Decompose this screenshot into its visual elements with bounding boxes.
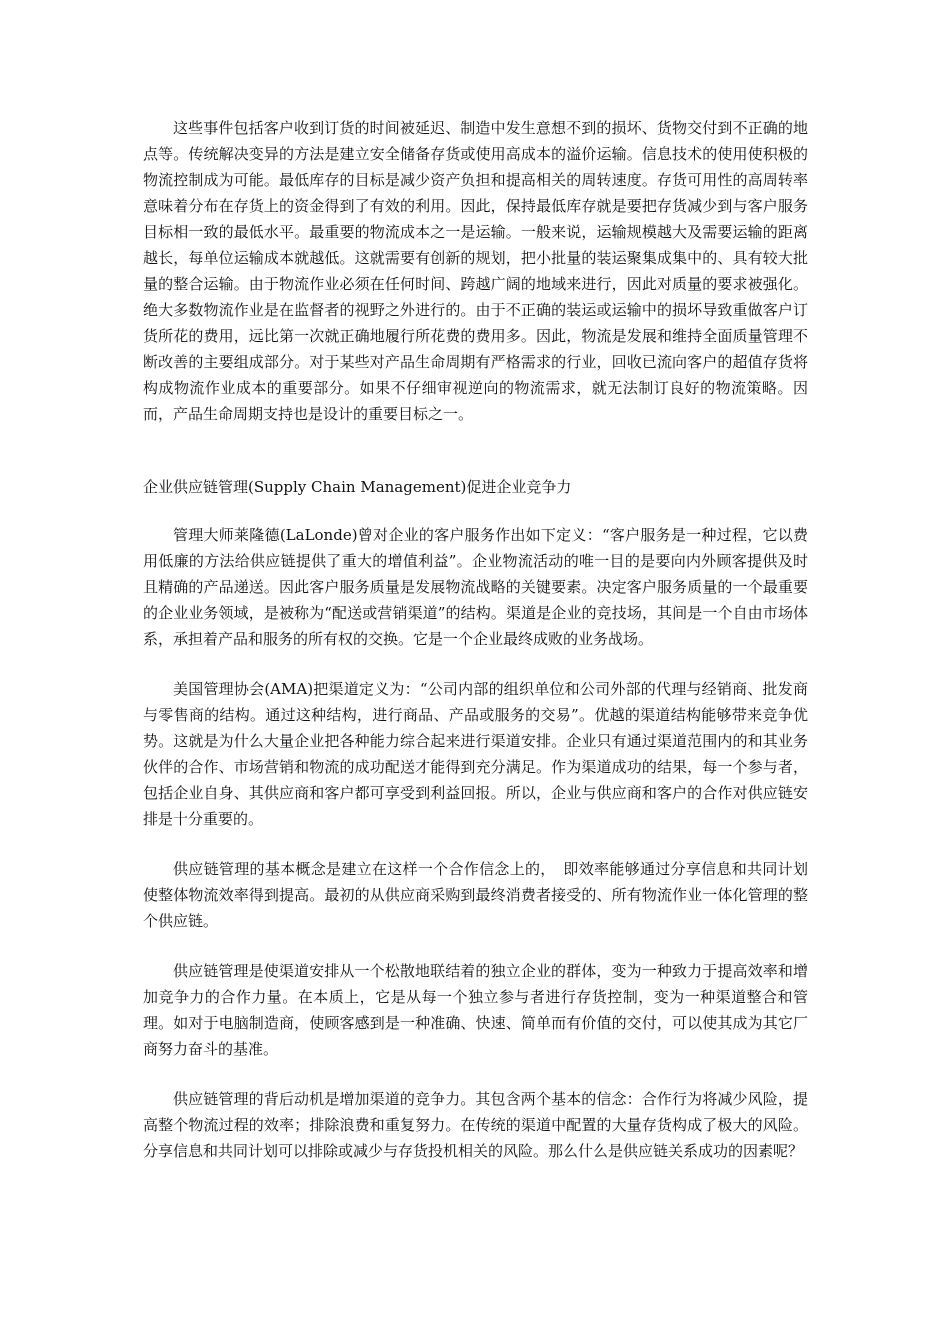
paragraph-scm-concept: 供应链管理的基本概念是建立在这样一个合作信念上的， 即效率能够通过分享信息和共同计划使整体物流效率得到提高。最初的从供应商采购到最终消费者接受的、所有物流作业一体化管理的整个供应链。 bbox=[143, 860, 808, 930]
paragraph-customer-service: 管理大师莱隆德(LaLonde)曾对企业的客户服务作出如下定义：“客户服务是一种过程，它以费用低廉的方法给供应链提供了重大的增值利益”。企业物流活动的唯一目的是要向内外顾客提供及时且精确的产品递送。因此客户服务质量是发展物流战略的关键要素。决定客户服务质量的一个最重要的企业业务领域，是被称为“配送或营销渠道”的结构。渠道是企业的竞技场，其间是一个自由市场体系，承担着产品和服务的所有权的交换。它是一个企业最终成败的业务战场。 bbox=[143, 526, 808, 648]
section-heading: 企业供应链管理(Supply Chain Management)促进企业竞争力 bbox=[143, 478, 572, 496]
document-page bbox=[143, 115, 808, 1164]
paragraph-logistics-goals: 这些事件包括客户收到订货的时间被延迟、制造中发生意想不到的损坏、货物交付到不正确的地点等。传统解决变异的方法是建立安全储备存货或使用高成本的溢价运输。信息技术的使用使积极的物流控制成为可能。最低库存的目标是减少资产负担和提高相关的周转速度。存货可用性的高周转率意味着分布在存货上的资金得到了有效的利用。因此，保持最低库存就是要把存货减少到与客户服务目标相一致的最低水平。最重要的物流成本之一是运输。一般来说，运输规模越大及需要运输的距离越长，每单位运输成本就越低。这就需要有创新的规划，把小批量的装运聚集成集中的、具有较大批量的整合运输。由于物流作业必须在任何时间、跨越广阔的地域来进行，因此对质量的要求被强化。绝大多数物流作业是在监督者的视野之外进行的。由于不正确的装运或运输中的损坏导致重做客户订货所花的费用，远比第一次就正确地履行所花费的费用多。因此，物流是发展和维持全面质量管理不断改善的主要组成部分。对于某些对产品生命周期有严格需求的行业，回收已流向客户的超值存货将构成物流作业成本的重要部分。如果不仔细审视逆向的物流需求，就无法制订良好的物流策略。因而，产品生命周期支持也是设计的重要目标之一。 bbox=[143, 119, 808, 423]
paragraph-scm-motivation: 供应链管理的背后动机是增加渠道的竞争力。其包含两个基本的信念：合作行为将减少风险，提高整个物流过程的效率；排除浪费和重复努力。在传统的渠道中配置的大量存货构成了极大的风险。分享信息和共同计划可以排除或减少与存货投机相关的风险。那么什么是供应链关系成功的因素呢？ bbox=[143, 1090, 808, 1160]
paragraph-channel-definition: 美国管理协会(AMA)把渠道定义为：“公司内部的组织单位和公司外部的代理与经销商、批发商与零售商的结构。通过这种结构，进行商品、产品或服务的交易”。优越的渠道结构能够带来竞争优势。这就是为什么大量企业把各种能力综合起来进行渠道安排。企业只有通过渠道范围内的和其业务伙伴的合作、市场营销和物流的成功配送才能得到充分满足。作为渠道成功的结果，每一个参与者，包括企业自身、其供应商和客户都可享受到利益回报。所以，企业与供应商和客户的合作对供应链安排是十分重要的。 bbox=[143, 680, 808, 828]
paragraph-scm-cooperation: 供应链管理是使渠道安排从一个松散地联结着的独立企业的群体，变为一种致力于提高效率和增加竞争力的合作力量。在本质上，它是从每一个独立参与者进行存货控制，变为一种渠道整合和管理。如对于电脑制造商，使顾客感到是一种准确、快速、简单而有价值的交付，可以使其成为其它厂商努力奋斗的基准。 bbox=[143, 962, 808, 1058]
